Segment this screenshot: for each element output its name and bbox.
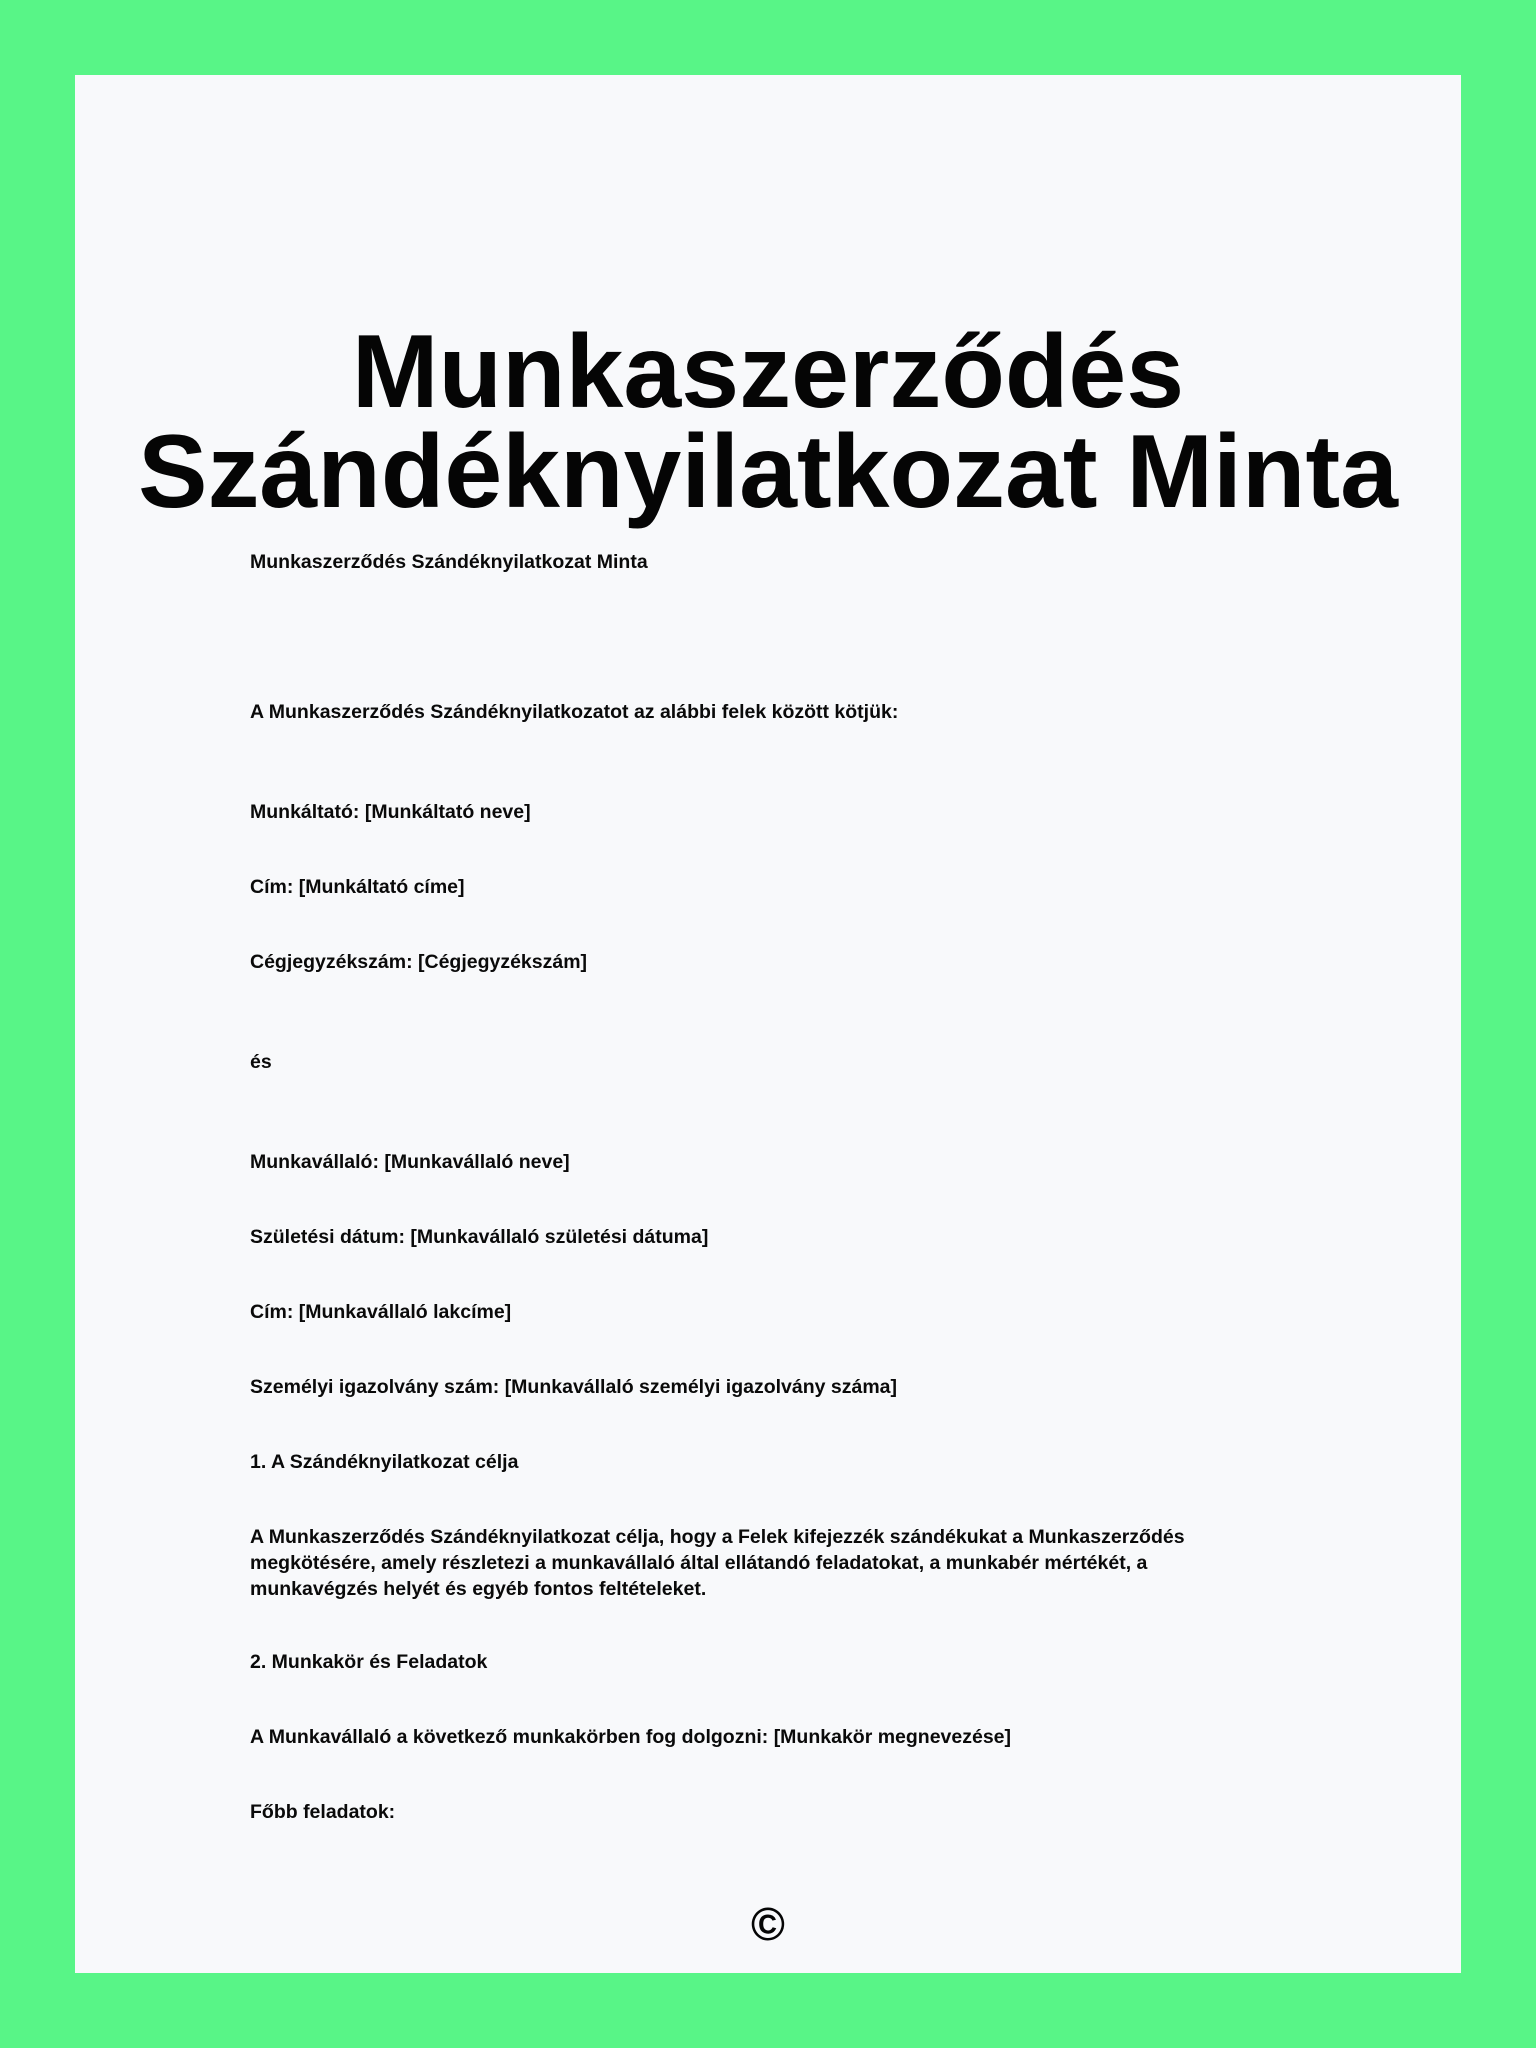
copyright-icon: © xyxy=(751,1898,785,1950)
subtitle-text: Munkaszerződés Szándéknyilatkozat Minta xyxy=(250,551,648,573)
employer-name-line: Munkáltató: [Munkáltató neve] xyxy=(250,801,531,823)
conjunction-text: és xyxy=(250,1051,272,1073)
intro-paragraph: A Munkaszerződés Szándéknyilatkozatot az alábbi felek között kötjük: xyxy=(250,701,899,723)
employee-id-line: Személyi igazolvány szám: [Munkavállaló személyi igazolvány száma] xyxy=(250,1376,898,1398)
document-title-line-1: Munkaszerződés xyxy=(351,314,1185,430)
employee-name-line: Munkavállaló: [Munkavállaló neve] xyxy=(250,1151,570,1173)
job-title-line: A Munkavállaló a következő munkakörben fog dolgozni: [Munkakör megnevezése] xyxy=(250,1726,1012,1748)
employee-birthdate-line: Születési dátum: [Munkavállaló születési dátuma] xyxy=(250,1226,709,1248)
document-title xyxy=(75,314,1461,530)
employee-address-line: Cím: [Munkavállaló lakcíme] xyxy=(250,1301,512,1323)
section-2-heading: 2. Munkakör és Feladatok xyxy=(250,1651,488,1673)
section-1-heading: 1. A Szándéknyilatkozat célja xyxy=(250,1451,519,1473)
document-page xyxy=(75,75,1461,1973)
document-title-line-2: Szándéknyilatkozat Minta xyxy=(138,414,1398,530)
employer-address-line: Cím: [Munkáltató címe] xyxy=(250,876,465,898)
main-tasks-label: Főbb feladatok: xyxy=(250,1801,396,1823)
company-registration-line: Cégjegyzékszám: [Cégjegyzékszám] xyxy=(250,951,588,973)
section-1-paragraph: A Munkaszerződés Szándéknyilatkozat célja, hogy a Felek kifejezzék szándékukat a Munkaszerződés megkötésére, amely részletezi a munkavállaló által ellátandó feladatokat, a munkabér mértékét, a munkavégzés helyét és egyéb fontos feltételeket. xyxy=(250,1526,1185,1600)
